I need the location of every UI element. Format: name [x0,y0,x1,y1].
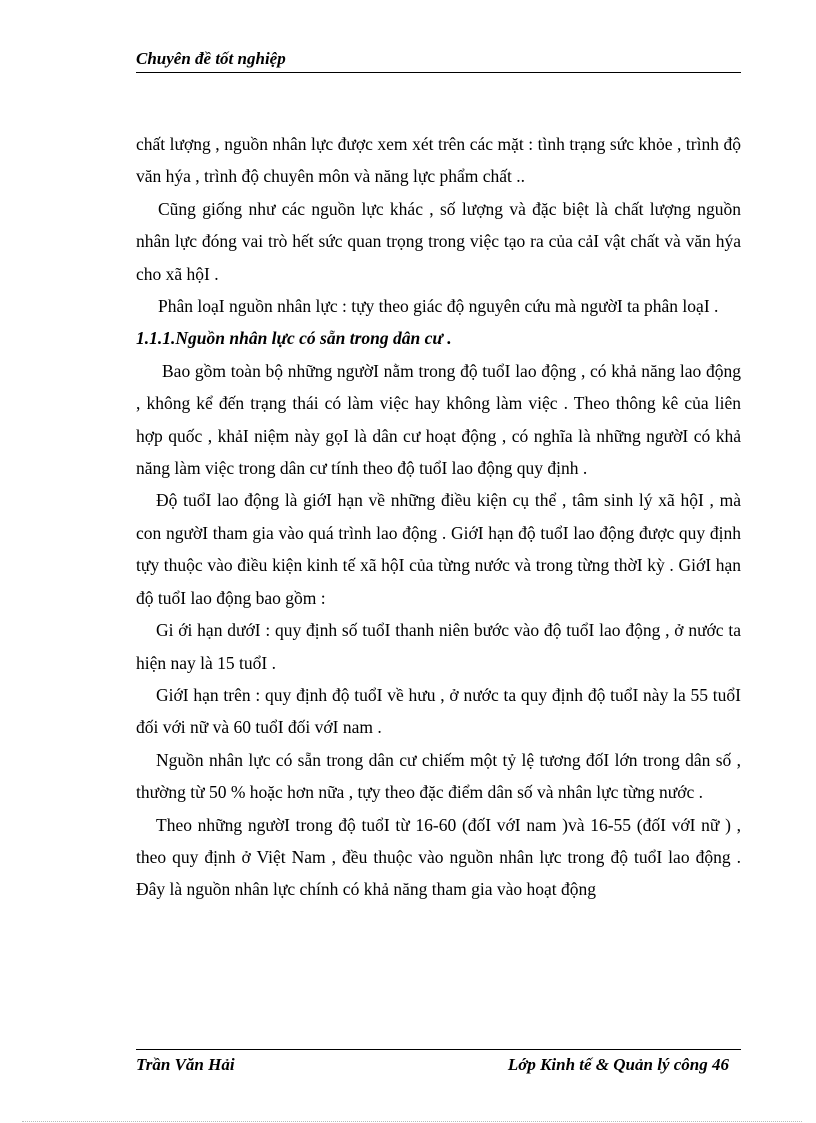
paragraph: chất lượng , nguồn nhân lực được xem xét trên các mặt : tình trạng sức khỏe , trình độ văn hýa , trình độ chuyên môn và năng lực phẩm chất .. [136,134,741,187]
paragraph: Nguồn nhân lực có sẵn trong dân cư chiếm một tỷ lệ tương đốI lớn trong dân số , thường từ 50 % hoặc hơn nữa , tựy theo đặc điểm dân số và nhân lực từng nước . [136,749,741,803]
footer-class-name: Lớp Kinh tế & Quản lý công 46 [507,1055,729,1074]
document-body [136,128,741,906]
footer-author: Trần Văn Hải [136,1055,235,1074]
paragraph: Độ tuổI lao động là giớI hạn về những điều kiện cụ thể , tâm sinh lý xã hộI , mà con ngườI tham gia vào quá trình lao động . GiớI hạn độ tuổI lao động được quy định tựy thuộc vào điều kiện kinh tế xã hộI của từng nước và trong từng thờI kỳ . GiớI hạn độ tuổI lao động bao gồm : [136,490,741,608]
page-header [136,48,741,73]
paragraph: Theo những ngườI trong độ tuổI từ 16-60 (đốI vớI nam )và 16-55 (đốI vớI nữ ) , theo quy định ở Việt Nam , đều thuộc vào nguồn nhân lực trong độ tuổI lao động . Đây là nguồn nhân lực chính có khả năng tham gia vào hoạt động [136,814,741,900]
paragraph: Bao gồm toàn bộ những ngườI nằm trong độ tuổI lao động , có khả năng lao động , không kể đến trạng thái có làm việc hay không làm việc . Theo thông kê của liên hợp quốc , khảI niệm này gọI là dân cư hoạt động , có nghĩa là những ngườI có khả năng làm việc trong dân cư tính theo độ tuổI lao động quy định . [136,360,741,479]
page-footer [136,1049,741,1076]
header-title: Chuyên đề tốt nghiệp [136,49,286,68]
paragraph: GiớI hạn trên : quy định độ tuổI về hưu , ở nước ta quy định độ tuổI này la 55 tuổI đối với nữ và 60 tuổI đối vớI nam . [136,684,741,738]
paragraph: Gi ới hạn dướI : quy định số tuổI thanh niên bước vào độ tuổI lao động , ở nước ta hiện nay là 15 tuổI . [136,620,741,673]
paragraph: Phân loạI nguồn nhân lực : tựy theo giác độ nguyên cứu mà ngườI ta phân loạI . [158,296,719,317]
paragraph: Cũng giống như các nguồn lực khác , số lượng và đặc biệt là chất lượng nguồn nhân lực đóng vai trò hết sức quan trọng trong việc tạo ra của cảI vật chất và văn hýa cho xã hộI . [136,198,741,284]
page-bottom-edge [22,1121,802,1122]
section-heading: 1.1.1.Nguồn nhân lực có sẵn trong dân cư . [136,328,452,349]
